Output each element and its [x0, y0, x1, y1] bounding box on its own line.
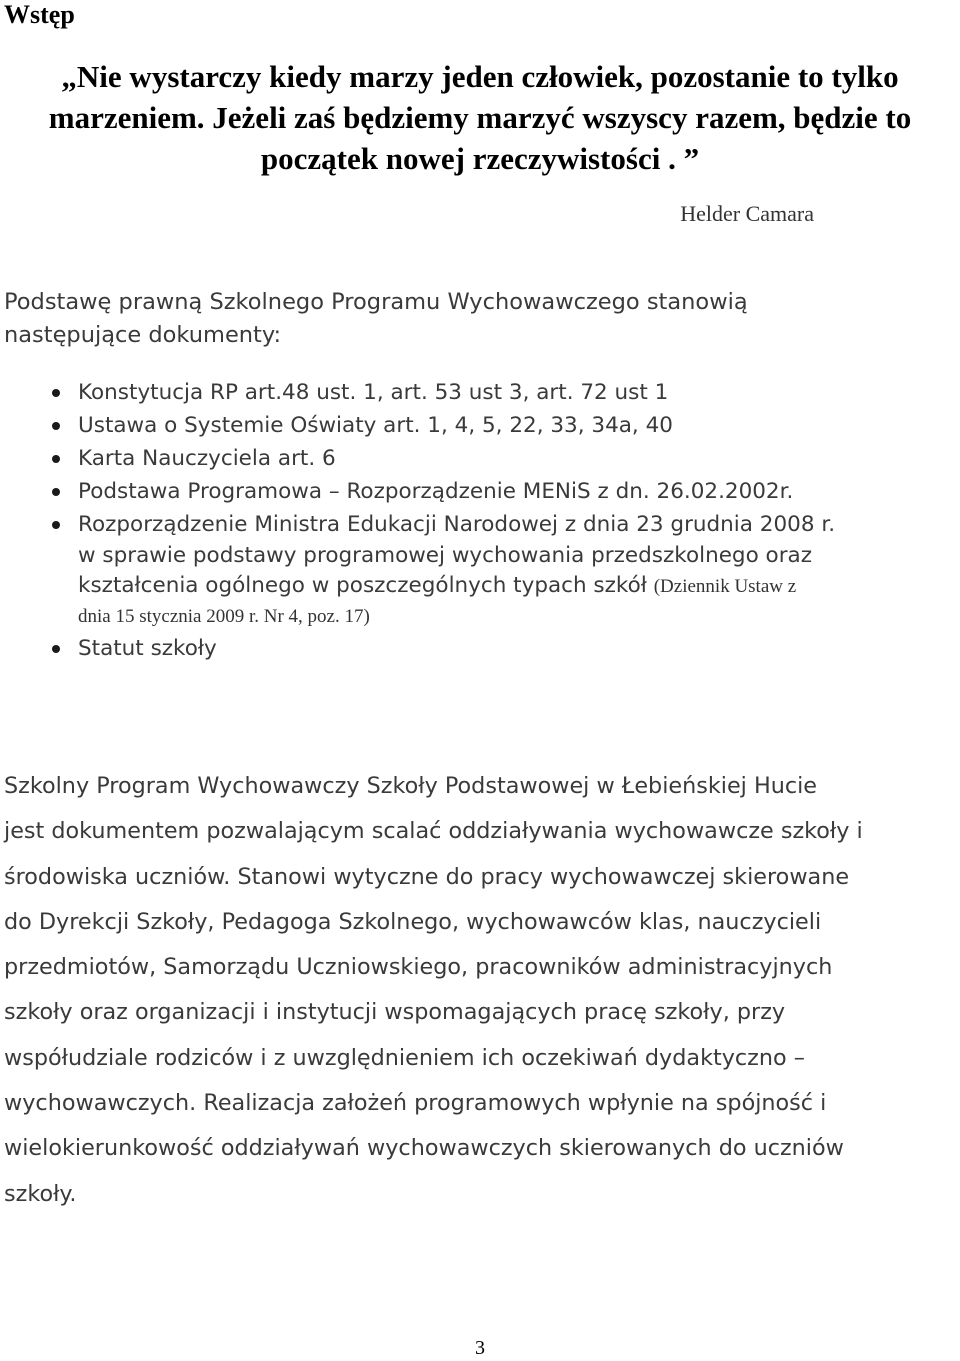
body-line: wielokierunkowość oddziaływań wychowawczych skierowanych do uczniów: [4, 1135, 844, 1162]
body-line: przedmiotów, Samorządu Uczniowskiego, pracowników administracyjnych: [4, 954, 833, 981]
intro-line: następujące dokumenty:: [4, 322, 282, 348]
bullet-icon: [52, 422, 60, 430]
motto-line: początek nowej rzeczywistości . ”: [260, 141, 700, 176]
list-item-text: Rozporządzenie Ministra Edukacji Narodowej z dnia 23 grudnia 2008 r.: [78, 512, 836, 537]
continuation-line: [78, 571, 960, 602]
bullet-icon: [52, 389, 60, 397]
bullet-icon: [52, 455, 60, 463]
list-item-text: Ustawa o Systemie Oświaty art. 1, 4, 5, 22, 33, 34a, 40: [78, 413, 673, 438]
body-line: szkoły.: [4, 1180, 77, 1207]
bullet-icon: [52, 645, 60, 653]
list-item-text: Karta Nauczyciela art. 6: [78, 446, 336, 471]
list-item: [0, 632, 960, 665]
bullet-icon: [52, 488, 60, 496]
motto-line: marzeniem. Jeżeli zaś będziemy marzyć wszyscy razem, będzie to: [48, 100, 912, 135]
bullet-icon: [52, 521, 60, 529]
journal-reference: (Dziennik Ustaw z: [653, 576, 797, 597]
body-line: do Dyrekcji Szkoły, Pedagoga Szkolnego, wychowawców klas, nauczycieli: [4, 908, 822, 935]
list-item: [0, 442, 960, 475]
list-item-text: Podstawa Programowa – Rozporządzenie MENiS z dn. 26.02.2002r.: [78, 479, 794, 504]
list-item: [0, 475, 960, 508]
motto-author: Helder Camara: [680, 201, 814, 226]
list-item-continuation: [0, 541, 960, 632]
legal-documents-list: [0, 376, 960, 665]
body-line: wychowawczych. Realizacja założeń programowych wpłynie na spójność i: [4, 1090, 827, 1117]
list-item-text: Statut szkoły: [78, 636, 217, 661]
page-number: 3: [475, 1337, 485, 1359]
intro-line: Podstawę prawną Szkolnego Programu Wychowawczego stanowią: [4, 289, 748, 315]
continuation-text: kształcenia ogólnego w poszczególnych typach szkół: [78, 573, 647, 598]
body-line: współudziale rodziców i z uwzględnieniem ich oczekiwań dydaktyczno –: [4, 1044, 805, 1071]
journal-reference: dnia 15 stycznia 2009 r. Nr 4, poz. 17): [78, 606, 370, 627]
body-line: jest dokumentem pozwalającym scalać oddziaływania wychowawcze szkoły i: [4, 818, 863, 845]
body-paragraph: [4, 764, 954, 1217]
body-line: szkoły oraz organizacji i instytucji wspomagających pracę szkoły, przy: [4, 999, 786, 1026]
motto-quote: [0, 56, 960, 179]
intro-paragraph: [4, 286, 934, 352]
list-item: [0, 409, 960, 442]
motto-line: „Nie wystarczy kiedy marzy jeden człowiek, pozostanie to tylko: [61, 59, 899, 94]
continuation-line: w sprawie podstawy programowej wychowania przedszkolnego oraz: [78, 543, 813, 568]
list-item-text: Konstytucja RP art.48 ust. 1, art. 53 ust 3, art. 72 ust 1: [78, 380, 669, 405]
page-heading: Wstęp: [4, 0, 75, 29]
list-item: [0, 508, 960, 541]
body-line: Szkolny Program Wychowawczy Szkoły Podstawowej w Łebieńskiej Hucie: [4, 773, 818, 799]
body-line: środowiska uczniów. Stanowi wytyczne do pracy wychowawczej skierowane: [4, 863, 850, 890]
list-item: [0, 376, 960, 409]
